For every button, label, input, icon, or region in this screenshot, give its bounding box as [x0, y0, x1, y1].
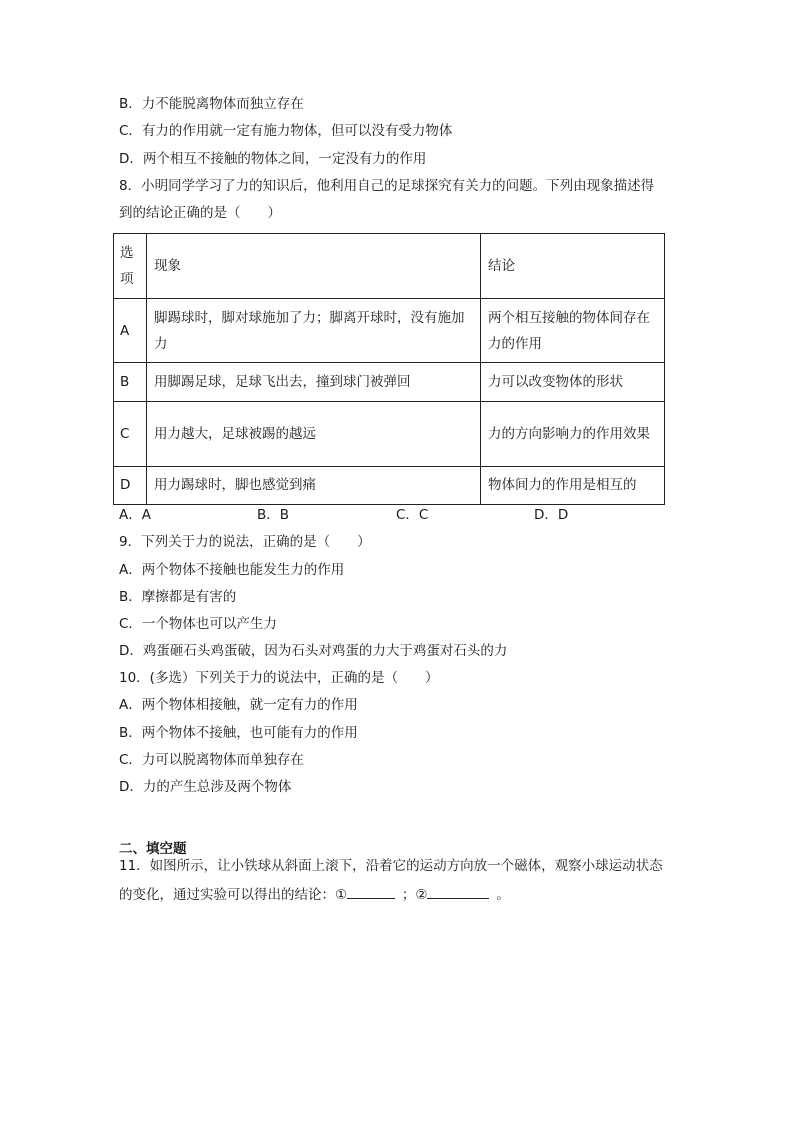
row-conclusion: 力的方向影响力的作用效果 [481, 401, 665, 466]
row-phenomenon: 脚踢球时，脚对球施加了力；脚离开球时，没有施加力 [147, 299, 481, 363]
q8-stem-line1: 8．小明同学学习了力的知识后，他利用自己的足球探究有关力的问题。下列由现象描述得 [119, 178, 655, 194]
q9-option-a: A．两个物体不接触也能发生力的作用 [119, 562, 345, 578]
q10-option-d: D．力的产生总涉及两个物体 [119, 779, 292, 795]
row-conclusion: 物体间力的作用是相互的 [481, 466, 665, 504]
q11-blank-2[interactable] [427, 883, 489, 899]
q10-option-c: C．力可以脱离物体而单独存在 [119, 752, 304, 768]
q7-option-b: B．力不能脱离物体而独立存在 [119, 96, 304, 112]
q11-line2 [119, 883, 510, 905]
q9-option-c: C．一个物体也可以产生力 [119, 616, 277, 632]
q8-stem-line2: 到的结论正确的是（ ） [119, 205, 281, 221]
header-conclusion: 结论 [481, 234, 665, 299]
q11-separator: ；② [401, 887, 428, 903]
row-option: C [114, 401, 147, 466]
q8-choices [119, 505, 679, 525]
q9-stem: 9．下列关于力的说法，正确的是（ ） [119, 534, 371, 550]
q8-table [113, 233, 665, 505]
q8-table-row [114, 401, 665, 466]
q10-option-a: A．两个物体相接触，就一定有力的作用 [119, 697, 358, 713]
q8-choice-b: B．B [257, 507, 290, 523]
header-phenomenon: 现象 [147, 234, 481, 299]
q10-option-b: B．两个物体不接触，也可能有力的作用 [119, 725, 358, 741]
q11-blank-1[interactable] [347, 883, 395, 899]
row-option: D [114, 466, 147, 504]
q8-choice-a: A．A [119, 507, 151, 523]
q7-option-d: D．两个相互不接触的物体之间，一定没有力的作用 [119, 151, 427, 167]
row-option: B [114, 363, 147, 401]
row-phenomenon: 用力越大，足球被踢的越远 [147, 401, 481, 466]
q11-line1: 11．如图所示，让小铁球从斜面上滚下，沿着它的运动方向放一个磁体，观察小球运动状态 [119, 858, 663, 874]
row-conclusion: 两个相互接触的物体间存在力的作用 [481, 299, 665, 363]
q11-end: 。 [496, 887, 510, 903]
q10-stem: 10．(多选）下列关于力的说法中，正确的是（ ） [119, 670, 439, 686]
section-title-fill-in: 二、填空题 [119, 841, 187, 857]
q8-table-row [114, 299, 665, 363]
q7-option-c: C．有力的作用就一定有施力物体，但可以没有受力物体 [119, 123, 453, 139]
row-phenomenon: 用脚踢足球，足球飞出去，撞到球门被弹回 [147, 363, 481, 401]
row-phenomenon: 用力踢球时，脚也感觉到痛 [147, 466, 481, 504]
q11-line2-prefix: 的变化，通过实验可以得出的结论：① [119, 887, 348, 903]
header-option: 选项 [114, 234, 147, 299]
q9-option-d: D．鸡蛋砸石头鸡蛋破，因为石头对鸡蛋的力大于鸡蛋对石头的力 [119, 643, 508, 659]
q9-option-b: B．摩擦都是有害的 [119, 589, 237, 605]
row-conclusion: 力可以改变物体的形状 [481, 363, 665, 401]
q8-table-row [114, 363, 665, 401]
q8-choice-d: D．D [534, 507, 569, 523]
q8-choice-c: C．C [396, 507, 429, 523]
q8-table-row [114, 466, 665, 504]
row-option: A [114, 299, 147, 363]
q8-table-header-row [114, 234, 665, 299]
